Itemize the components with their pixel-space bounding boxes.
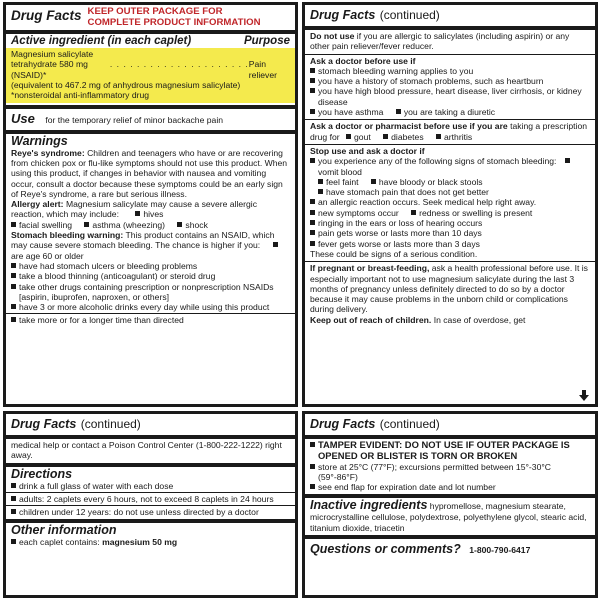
bullet-icon bbox=[11, 539, 16, 544]
stop-use-section bbox=[305, 145, 595, 262]
list-item: fever gets worse or lasts more than 3 days bbox=[310, 239, 590, 249]
bullet-icon bbox=[310, 464, 315, 469]
list-item: stomach bleeding warning applies to you bbox=[310, 66, 590, 76]
bullet-icon bbox=[11, 284, 16, 289]
stop-use-heading: Stop use and ask a doctor if bbox=[310, 145, 425, 156]
bullet-icon bbox=[310, 68, 315, 73]
bullet-icon bbox=[11, 304, 16, 309]
bullet-icon bbox=[396, 109, 401, 114]
bullet-icon bbox=[11, 222, 16, 227]
list-item: have 3 or more alcoholic drinks every day while using this product bbox=[11, 302, 290, 312]
continued-label: (continued) bbox=[80, 417, 141, 431]
bullet-icon bbox=[318, 179, 323, 184]
list-item: have had stomach ulcers or bleeding problems bbox=[11, 261, 290, 271]
bullet-icon bbox=[371, 179, 376, 184]
panel-3-header bbox=[6, 414, 295, 439]
poison-control-section bbox=[6, 439, 295, 467]
other-information-heading: Other information bbox=[11, 523, 117, 538]
use-section bbox=[6, 109, 295, 134]
reyes-syndrome-warning: Reye's syndrome: Children and teenagers who have or are recovering from chicken pox or flu-like symptoms should not use this product. When using this product, if changes in behavior with nausea and vomiting occur, consult a doctor because these symptoms could be an early sign of Reye's syndrome, a rare but serious illness. bbox=[11, 147, 288, 199]
ask-doctor-section bbox=[305, 55, 595, 121]
list-item: take a blood thinning (anticoagulant) or steroid drug bbox=[11, 271, 290, 281]
drug-facts-panel-1 bbox=[3, 2, 298, 407]
inactive-ingredients-heading: Inactive ingredients bbox=[310, 498, 428, 513]
warnings-heading: Warnings bbox=[11, 133, 68, 148]
bullet-icon bbox=[11, 483, 16, 488]
bullet-icon bbox=[318, 189, 323, 194]
bullet-icon bbox=[383, 134, 388, 139]
bullet-icon bbox=[411, 210, 416, 215]
do-not-use-section: Do not use if you are allergic to salicylates (including aspirin) or any other pain reliever/fever reducer. bbox=[305, 30, 595, 55]
list-item: you experience any of the following signs of stomach bleeding: vomit blood bbox=[310, 156, 590, 177]
panel-3-title: Drug Facts bbox=[11, 417, 77, 431]
active-ingredient-box: Magnesium salicylate tetrahydrate 580 mg (NSAID)* . . . . . . . . . . . . . . . . . . . . . Pain reliever (equivalent to 467.2 mg of anhydrous magnesium salicylate) *nonsteroidal anti-inflammatory drug bbox=[6, 48, 295, 102]
panel-1-title: Drug Facts bbox=[11, 8, 82, 23]
stop-use-footer: These could be signs of a serious condition. bbox=[310, 248, 478, 259]
allergy-alert: Allergy alert: Magnesium salicylate may cause a severe allergic reaction, which may include: hives bbox=[11, 199, 257, 220]
inactive-ingredients-text: hypromellose, magnesium stearate, microcrystalline cellulose, polydextrose, polyethylene glycol, stearic acid, titanium dioxide, triacetin bbox=[310, 501, 587, 533]
continue-arrow-icon bbox=[579, 395, 589, 401]
storage-section bbox=[305, 439, 595, 498]
bullet-icon bbox=[310, 484, 315, 489]
list-item: take other drugs containing prescription or nonprescription NSAIDs [aspirin, ibuprofen, naproxen, or others] bbox=[11, 282, 290, 303]
dot-leader: . . . . . . . . . . . . . . . . . . . . . bbox=[109, 59, 249, 70]
purpose-value: Pain reliever bbox=[248, 59, 277, 80]
list-item: drink a full glass of water with each dose bbox=[11, 481, 290, 491]
bullet-icon bbox=[436, 134, 441, 139]
list-item: have stomach pain that does not get better bbox=[310, 187, 590, 197]
tamper-evident-warning: TAMPER EVIDENT: DO NOT USE IF OUTER PACKAGE IS OPENED OR BLISTER IS TORN OR BROKEN bbox=[310, 440, 590, 462]
continued-label: (continued) bbox=[379, 417, 440, 431]
list-item: you have asthma you are taking a diuretic bbox=[310, 107, 590, 117]
bullet-icon bbox=[310, 109, 315, 114]
drug-facts-panel-4 bbox=[302, 411, 598, 598]
bullet-icon bbox=[310, 241, 315, 246]
questions-phone: 1-800-790-6417 bbox=[469, 545, 531, 556]
list-item: take more or for a longer time than directed bbox=[11, 315, 290, 325]
questions-section bbox=[305, 539, 595, 560]
panel-4-title: Drug Facts bbox=[310, 417, 376, 431]
list-item: ringing in the ears or loss of hearing occurs bbox=[310, 218, 590, 228]
bullet-icon bbox=[11, 317, 16, 322]
bullet-icon bbox=[346, 134, 351, 139]
bullet-icon bbox=[177, 222, 182, 227]
purpose-heading: Purpose bbox=[243, 35, 290, 48]
directions-heading: Directions bbox=[11, 466, 73, 481]
ask-pharmacist-section: Ask a doctor or pharmacist before use if you are taking a prescription drug for gout diabetes arthritis bbox=[305, 120, 595, 145]
bullet-icon bbox=[11, 496, 16, 501]
warnings-section bbox=[6, 134, 295, 328]
bullet-icon bbox=[273, 242, 278, 247]
directions-section bbox=[6, 467, 295, 524]
pregnancy-section: If pregnant or breast-feeding, ask a health professional before use. It is especially important not to use magnesium salicylate during the last 3 months of pregnancy unless definitely directed to do so by a doctor because it may cause problems in the unborn child or complications during delivery. Keep out of reach of children. In case of overdose, get bbox=[310, 263, 588, 325]
bullet-icon bbox=[310, 78, 315, 83]
list-item: adults: 2 caplets every 6 hours, not to exceed 8 caplets in 24 hours bbox=[11, 494, 290, 504]
bullet-icon bbox=[310, 230, 315, 235]
continued-label: (continued) bbox=[379, 8, 440, 22]
panel-1-header bbox=[6, 5, 295, 34]
list-item: you have a history of stomach problems, such as heartburn bbox=[310, 76, 590, 86]
bullet-icon bbox=[310, 210, 315, 215]
other-information-section bbox=[6, 523, 295, 549]
bullet-icon bbox=[310, 158, 315, 163]
panel-4-header bbox=[305, 414, 595, 439]
questions-heading: Questions or comments? bbox=[310, 542, 461, 557]
list-item: an allergic reaction occurs. Seek medical help right away. bbox=[310, 197, 590, 207]
panel-2-title: Drug Facts bbox=[310, 8, 376, 22]
list-item: feel faint have bloody or black stools bbox=[310, 177, 590, 187]
active-ingredient-heading: Active ingredient (in each caplet) bbox=[11, 35, 192, 48]
list-item: you have high blood pressure, heart disease, liver cirrhosis, or kidney disease bbox=[310, 86, 590, 107]
panel-2-header bbox=[305, 5, 595, 30]
stomach-bleeding-warning: Stomach bleeding warning: This product contains an NSAID, which may cause severe stomach bleeding. The chance is higher if you: are age 60 or older bbox=[11, 230, 290, 261]
list-item: store at 25°C (77°F); excursions permitted between 15°-30°C (59°-86°F) bbox=[310, 462, 590, 483]
list-item: each caplet contains: magnesium 50 mg bbox=[11, 537, 290, 547]
bullet-icon bbox=[310, 220, 315, 225]
list-item: pain gets worse or lasts more than 10 days bbox=[310, 228, 590, 238]
allergy-items-row: facial swelling asthma (wheezing) shock bbox=[11, 220, 290, 230]
bullet-icon bbox=[84, 222, 89, 227]
list-item: new symptoms occur redness or swelling is present bbox=[310, 208, 590, 218]
bullet-icon bbox=[310, 442, 315, 447]
list-item: see end flap for expiration date and lot number bbox=[310, 482, 590, 492]
bullet-icon bbox=[11, 273, 16, 278]
inactive-ingredients-section bbox=[305, 498, 595, 539]
active-ingredient-section bbox=[6, 34, 295, 108]
bullet-icon bbox=[135, 211, 140, 216]
keep-outer-package-warning: KEEP OUTER PACKAGE FOR COMPLETE PRODUCT INFORMATION bbox=[87, 6, 261, 28]
use-heading: Use bbox=[11, 110, 35, 126]
poison-control-text: medical help or contact a Poison Control Center (1-800-222-1222) right away. bbox=[11, 440, 282, 461]
bullet-icon bbox=[310, 199, 315, 204]
bullet-icon bbox=[11, 263, 16, 268]
use-text: for the temporary relief of minor backache pain bbox=[45, 114, 224, 125]
drug-facts-panel-2 bbox=[302, 2, 598, 407]
list-item: children under 12 years: do not use unless directed by a doctor bbox=[11, 507, 290, 517]
bullet-icon bbox=[310, 88, 315, 93]
bullet-icon bbox=[565, 158, 570, 163]
drug-facts-panel-3 bbox=[3, 411, 298, 598]
bullet-icon bbox=[11, 509, 16, 514]
ask-doctor-heading: Ask a doctor before use if bbox=[310, 55, 416, 66]
